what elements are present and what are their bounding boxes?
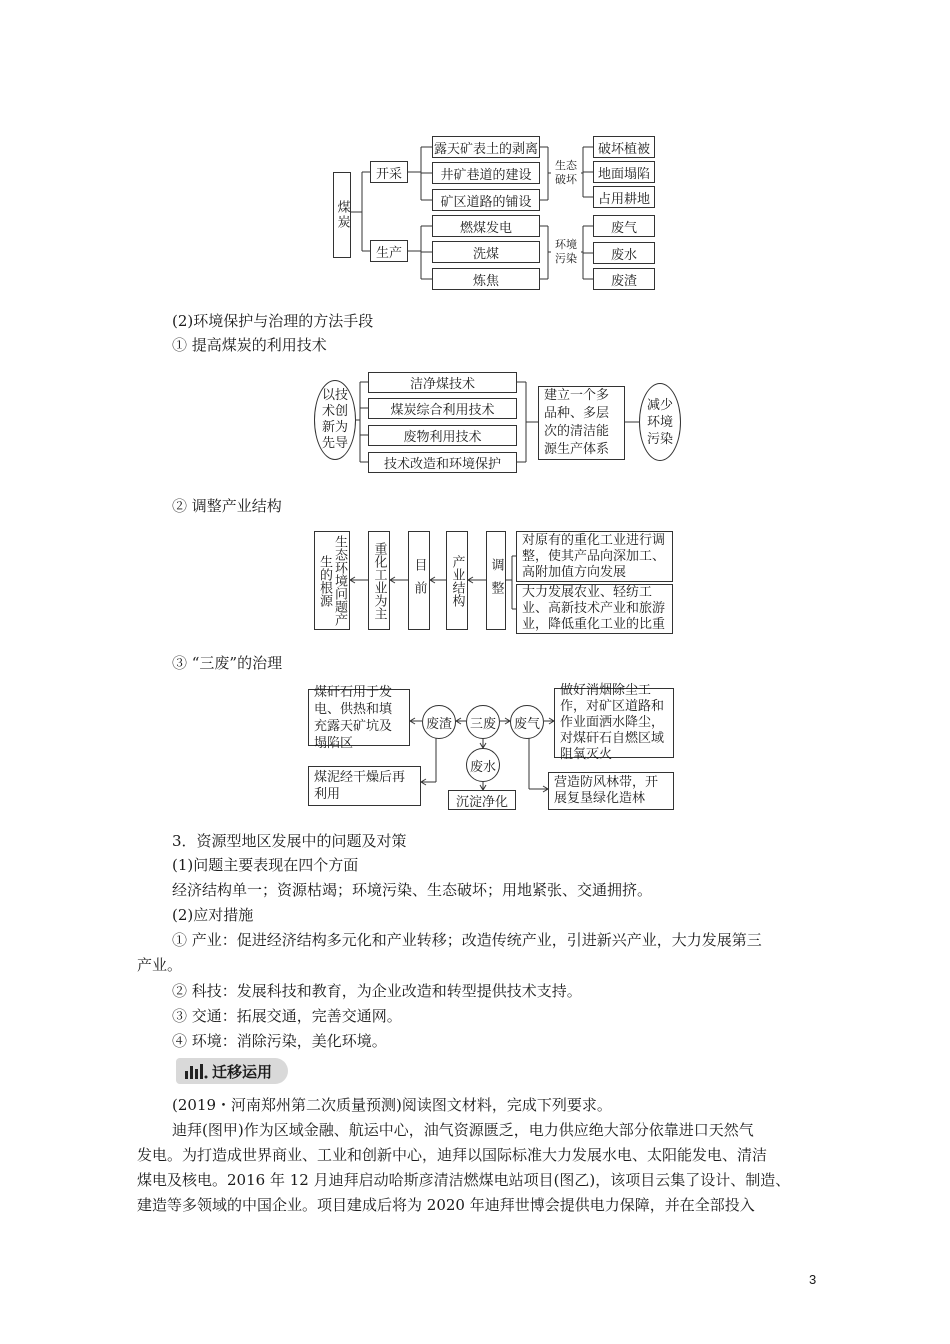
banner-label: 迁移运用 <box>212 1062 273 1081</box>
production-item-2: 洗煤 <box>432 241 540 263</box>
env-result-1: 废气 <box>593 215 655 237</box>
page-number: 3 <box>809 1272 817 1287</box>
mining-box: 开采 <box>370 161 408 183</box>
tech-item-3: 废物利用技术 <box>368 425 517 446</box>
problems-subtitle: (1)问题主要表现在四个方面 <box>172 856 359 874</box>
adjust-plan-2: 大力发展农业、轻纺工业、高新技术产业和旅游业，降低重化工业的比重 <box>516 584 673 634</box>
env-result-2: 废水 <box>593 242 655 264</box>
measure-environment: ④ 环境：消除污染，美化环境。 <box>172 1032 387 1050</box>
sub2-title: ② 调整产业结构 <box>172 497 282 515</box>
question-line-3: 煤电及核电。2016 年 12 月迪拜启动哈斯彦清洁燃煤电站项目(图乙)，该项目云集了设计、制造、 <box>137 1171 791 1189</box>
gas-treatment-2: 营造防风林带，开展复垦绿化造林 <box>548 772 674 810</box>
question-line-4: 建造等多领域的中国企业。项目建成后将为 2020 年迪拜世博会提供电力保障，并在全部投入 <box>137 1196 755 1214</box>
mining-item-1: 露天矿表土的剥离 <box>432 136 540 158</box>
heavy-industry-box: 重化工业为主 <box>368 531 390 630</box>
adjust-box: 调整 <box>486 531 506 630</box>
industry-structure-box: 产业结构 <box>446 531 468 630</box>
sub1-title: ① 提高煤炭的利用技术 <box>172 336 327 354</box>
eco-result-1: 破坏植被 <box>593 136 655 158</box>
eco-result-2: 地面塌陷 <box>593 161 655 183</box>
residue-circle: 废渣 <box>422 705 456 739</box>
question-intro: (2019・河南郑州第二次质量预测)阅读图文材料，完成下列要求。 <box>172 1096 612 1114</box>
water-circle: 废水 <box>466 748 500 782</box>
mining-item-2: 井矿巷道的建设 <box>432 162 540 184</box>
reduce-pollution-oval: 减少环境污染 <box>639 383 681 461</box>
residue-use-1: 煤矸石用于发电、供热和填充露天矿坑及塌陷区 <box>308 689 410 746</box>
three-wastes-circle: 三废 <box>466 705 500 739</box>
question-line-1: 迪拜(图甲)作为区域金融、航运中心，油气资源匮乏，电力供应绝大部分依靠进口天然气 <box>172 1121 754 1139</box>
production-item-3: 炼焦 <box>432 268 540 290</box>
env-result-3: 废渣 <box>593 268 655 290</box>
section2-title: (2)环境保护与治理的方法手段 <box>172 312 374 330</box>
measure-technology: ② 科技：发展科技和教育，为企业改造和转型提供技术支持。 <box>172 982 582 1000</box>
tech-item-2: 煤炭综合利用技术 <box>368 398 517 419</box>
root-cause-box: 生态环境问题产生的根源 <box>314 531 350 630</box>
sub3-title: ③ “三废”的治理 <box>172 654 283 672</box>
eco-result-3: 占用耕地 <box>593 186 655 208</box>
measure-industry-line2: 产业。 <box>137 956 183 974</box>
clean-energy-box: 建立一个多品种、多层次的清洁能源生产体系 <box>538 386 625 460</box>
measure-transport: ③ 交通：拓展交通，完善交通网。 <box>172 1007 402 1025</box>
measure-industry-line1: ① 产业：促进经济结构多元化和产业转移；改造传统产业，引进新兴产业，大力发展第三 <box>172 931 762 949</box>
current-box: 目前 <box>408 531 430 630</box>
mining-item-3: 矿区道路的铺设 <box>432 189 540 211</box>
residue-use-2: 煤泥经干燥后再利用 <box>308 766 421 806</box>
transfer-application-banner <box>176 1058 288 1084</box>
tech-item-4: 技术改造和环境保护 <box>368 452 517 473</box>
env-pollution-label: 环境污染 <box>551 238 581 266</box>
gas-circle: 废气 <box>510 705 544 739</box>
eco-damage-label: 生态破坏 <box>551 159 581 187</box>
sediment-purify-box: 沉淀净化 <box>448 790 516 810</box>
question-line-2: 发电。为打造成世界商业、工业和创新中心，迪拜以国际标准大力发展水电、太阳能发电、清洁 <box>137 1146 768 1164</box>
section3-title: 3．资源型地区发展中的问题及对策 <box>172 832 407 850</box>
problems-text: 经济结构单一；资源枯竭；环境污染、生态破坏；用地紧张、交通拥挤。 <box>172 881 653 899</box>
coal-root-box: 煤炭 <box>333 172 351 258</box>
production-item-1: 燃煤发电 <box>432 215 540 237</box>
gas-treatment-1: 做好消烟除尘工作，对矿区道路和作业面洒水降尘，对煤矸石自燃区域阻氧灭火 <box>554 688 674 758</box>
production-box: 生产 <box>370 240 408 262</box>
bar-chart-icon <box>184 1062 208 1080</box>
adjust-plan-1: 对原有的重化工业进行调整，使其产品向深加工、高附加值方向发展 <box>516 531 673 582</box>
measures-subtitle: (2)应对措施 <box>172 906 254 924</box>
tech-item-1: 洁净煤技术 <box>368 372 517 393</box>
innovation-lead-oval: 以技术创新为先导 <box>314 380 356 460</box>
